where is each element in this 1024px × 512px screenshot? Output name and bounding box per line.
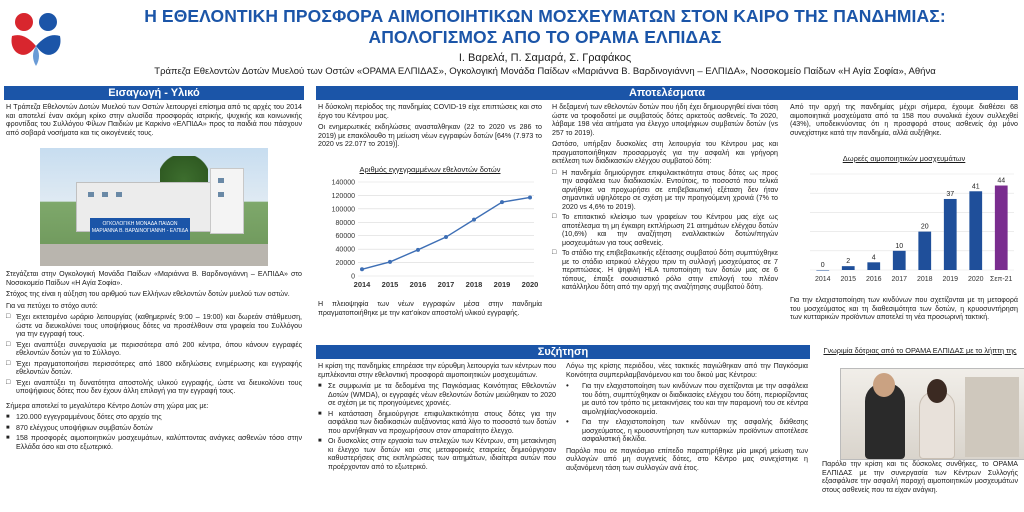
list-item: ■ 870 ελέγχους υποψήφιων συμβατών δοτών: [6, 424, 302, 433]
x-tick-label: 2014: [814, 276, 831, 283]
data-point: [444, 235, 448, 239]
intro-text-3: Στόχος της είναι η αύξηση του αριθμού των Ελλήνων εθελοντών δοτών μυελού των οστών.: [6, 290, 290, 298]
list-item: ■ Σε συμφωνία με τα δεδομένα της Παγκόσμιας Κοινότητας Εθελοντών Δοτών (WMDA), οι εγγραφές νέων εθελοντών δοτών μειώθηκαν το 2020 σε σχέση με τις προηγούμενες χρονιές.: [318, 382, 556, 408]
x-tick-label: 2016: [865, 276, 882, 283]
data-label: 37: [946, 190, 955, 198]
data-label: 44: [997, 177, 1006, 185]
authors: Ι. Βαρελά, Π. Σαμαρά, Σ. Γραφάκος: [458, 52, 632, 64]
bar: [816, 270, 829, 271]
y-tick-label: 120000: [331, 192, 355, 200]
window-shape: [218, 178, 224, 183]
discussion-text-1: Η κρίση της πανδημίας επηρέασε την εύρυθμη λειτουργία των κέντρων που εμπλέκονται στην εθελοντική προσφορά αιμοποιητικών μοσχευμάτων.: [318, 362, 556, 379]
intro-stats-list: [6, 413, 302, 451]
bar: [995, 186, 1008, 270]
results-col-4-bottom: [790, 296, 1018, 325]
window-shape: [116, 192, 122, 197]
x-tick-label: 2019: [493, 280, 511, 289]
intro-paragraph-1: [6, 103, 302, 140]
road-shape: [40, 244, 268, 266]
person-head-shape: [873, 373, 895, 397]
list-item: □ Η πανδημία δημιούργησε επιφυλακτικότητα στους δότες ως προς την ασφάλεια των διαδικασιών. Εντούτοις, το ποσοστό που τελικά αρνήθηκε να προχωρήσει σε επιβεβαιωτική εξέταση δεν ήταν σημαντικά υψηλότερο σε σχέση με την προηγούμενη χρονιά (7% το 2020 vs 4,6% το 2019).: [552, 169, 778, 212]
y-tick-label: 60000: [335, 233, 355, 241]
bar: [867, 262, 880, 270]
building-tower-shape: [210, 168, 244, 234]
data-label: 41: [971, 183, 980, 191]
intro-bullet-list: [6, 313, 302, 396]
intro-text-2: Στεγάζεται στην Ογκολογική Μονάδα Παίδων «Μαριάννα Β. Βαρδινογιάννη – ΕΛΠΙΔΑ» στο Νοσοκομείο Παίδων «Η Αγία Σοφία».: [6, 270, 302, 287]
series-line: [362, 197, 530, 269]
results-col-4-top: [790, 103, 1018, 140]
list-item: □ Το στάδιο της επιβεβαιωτικής εξέτασης συμβατού δότη συμπτύχθηκε με το στάδιο ιατρικού ελέγχου πριν τη συλλογή μοσχεύματος σε 7 περιπτώσεις. Η ψηφιλή HLA τυποποίηση των δοτών μας σε 6 τόπους, έπαιξε σουσιαστικό ρόλο στην επιλογή του πλέον κατάλληλου δότη από την αρχή της αναζήτησης συμβατού δότη.: [552, 249, 778, 292]
discussion-left-list: [318, 382, 556, 471]
data-point: [360, 267, 364, 271]
section-intro-header: Εισαγωγή - Υλικό: [4, 86, 304, 100]
x-tick-label: Σεπ-21: [990, 276, 1013, 283]
data-label: 2: [846, 258, 851, 266]
data-point: [416, 248, 420, 252]
section-discussion-header: Συζήτηση: [316, 345, 810, 359]
x-tick-label: 2015: [840, 276, 857, 283]
list-item: ■ Οι δυσκολίες στην εργασία των στελεχών των Κέντρων, στη μετακίνηση κι έλεγχο των δοτών και στις μεταφορικές εταιρείες δημιούργησαν καθυστερήσεις στις εκπληρώσεις των αιτημάτων, ιδιαίτερα αυτών που προέρχονταν από το εξωτερικό.: [318, 437, 556, 471]
y-tick-label: 80000: [335, 219, 355, 227]
hospital-photo: [40, 148, 268, 266]
results-col-2-top: [318, 103, 542, 152]
list-item: • Για την ελαχιστοποίηση των κινδύνων της ασφαλής διάθεσης μοσχεύματος, η κρυοσυντήρηση των κυτταρικών προϊόντων αποτέλεσε ασφαλιστική δικλίδα.: [566, 418, 808, 444]
col3-text-1: Η δεξαμενή των εθελοντών δοτών που ήδη έχει δημιουργηθεί είναι τόση ώστε να τροφοδοτεί με συμβατούς δότες αρκετούς ασθενείς. Το 2020, λάβαμε 198 νέα αιτήματα για έλεγχο υποψήφιων συμβατών δοτών (vs 257 το 2019).: [552, 103, 778, 137]
data-point: [528, 195, 532, 199]
list-item: □ Έχει αναπτύξει τη δυνατότητα αποστολής υλικού εγγραφής, ώστε να διευκολύνει τους υποψήφιους δότες που δεν έχουν άλλη επιλογή για την εγγραφή τους.: [6, 379, 302, 396]
col2-text-2: Οι ενημερωτικές εκδηλώσεις ανασταλθηκαν (22 το 2020 vs 286 το 2019) με επακόλουθο τη μείωση νέων εγγραφών δοτών [64% (7.973 το 2020 vs 22.077 το 2019)].: [318, 123, 542, 148]
intro-text-5: Σήμερα αποτελεί το μεγαλύτερο Κέντρο Δοτών στη χώρα μας με:: [6, 401, 209, 410]
list-item: □ Έχει εκτεταμένο ωράριο λειτουργίας (καθημερινές 9:00 – 19:00) και δωρεάν στάθμευση, ώστε να διευκολύνει τους υποψήφιους δότες να προσέλθουν στα γραφεία του Συλλόγου για την εγγραφή τους.: [6, 313, 302, 339]
data-label: 4: [871, 254, 876, 262]
hospital-sign: ΟΓΚΟΛΟΓΙΚΗ ΜΟΝΑΔΑ ΠΑΙΔΩΝ ΜΑΡΙΑΝΝΑ Β. ΒΑΡΔΙΝΟΓΙΑΝΝΗ - ΕΛΠΙΔΑ: [90, 218, 190, 240]
bar: [842, 266, 855, 270]
photo-caption: Γνωριμία δότριας από το ΟΡΑΜΑ ΕΛΠΙΔΑΣ με το λήπτη της: [823, 346, 1017, 355]
y-tick-label: 140000: [331, 179, 355, 187]
x-tick-label: 2017: [891, 276, 908, 283]
discussion-text-2: Λόγω της κρίσης περιόδου, νέες τακτικές παγιώθηκαν από την Παγκόσμια Κοινότητα συμπεριλαμβανόμενου και του δικού μας Κέντρου:: [566, 362, 808, 379]
bar: [893, 251, 906, 270]
col4-text-1: Από την αρχή της πανδημίας μέχρι σήμερα, έχουμε διαθέσει 68 αιμοποιητικά μοσχεύματα από τα 158 που συνολικά έχουν συλλεχθεί (43%), υποδεικνύοντας ότι η προσφορά στους ασθενείς όχι μόνο συνεχίστηκε κατά την πανδημία, αλλά αυξήθηκε.: [790, 103, 1018, 137]
title-line-1: Η ΕΘΕΛΟΝΤΙΚΗ ΠΡΟΣΦΟΡΑ ΑΙΜΟΠΟΙΗΤΙΚΩΝ ΜΟΣΧΕΥΜΑΤΩΝ ΣΤΟΝ ΚΑΙΡΟ ΤΗΣ ΠΑΝΔΗΜΙΑΣ:: [144, 6, 946, 26]
window-shape: [102, 192, 108, 197]
data-label: 20: [920, 223, 929, 231]
registered-donors-line-chart: [318, 176, 544, 296]
bar: [969, 191, 982, 270]
col5-text-1: Παρόλο την κρίση και τις δύσκολες συνθήκες, το ΟΡΑΜΑ ΕΛΠΙΔΑΣ με την συνεργασία των Κέντρων Συλλογής εξασφάλισε την ασφαλή παροχή αιμοποιητικών μοσχευμάτων στους ασθενείς που τα είχαν ανάγκη.: [822, 460, 1018, 494]
list-item: □ Έχει πραγματοποιήσει περισσότερες από 1800 εκδηλώσεις ενημέρωσης και εγγραφής εθελοντών δοτών.: [6, 360, 302, 377]
intro-text-4: Για να πετύχει το στόχο αυτό:: [6, 301, 98, 310]
x-tick-label: 2018: [916, 276, 933, 283]
col3-text-2: Ωστόσο, υπήρξαν δυσκολίες στη λειτουργία του Κέντρου μας και πραγματοποιήθηκαν προσαρμογές για την ασφαλή και γρήγορη εκτέλεση των διαδικασιών ελέγχου συμβατού δότη:: [552, 140, 778, 165]
line-chart-title: Αριθμός εγγεγραμμένων εθελοντών δοτών: [359, 165, 501, 174]
data-label: 0: [820, 262, 825, 269]
x-tick-label: 2017: [437, 280, 455, 289]
donor-recipient-photo: [840, 368, 1024, 460]
data-point: [500, 200, 504, 204]
list-item: □ Έχει αναπτύξει συνεργασία με περισσότερα από 200 κέντρα, όπου κάνουν εγγραφές εθελοντών δοτών για το Σύλλογο.: [6, 341, 302, 358]
window-shape: [88, 192, 94, 197]
window-shape: [218, 192, 224, 197]
bar: [918, 232, 931, 270]
results-col-3: [552, 103, 778, 295]
col2-text-1: Η δύσκολη περίοδος της πανδημίας COVID-19 είχε επιπτώσεις και στο έργο του Κέντρου μας.: [318, 103, 542, 120]
list-item: ■ 120.000 εγγεγραμμένους δότες στο αρχείο της: [6, 413, 302, 422]
intro-text-1: Η Τράπεζα Εθελοντών Δοτών Μυελού των Οστών λειτουργεί επίσημα από τις αρχές του 2014 και αποτελεί έναν ακόμη κρίκο στην αλυσίδα προσφοράς ιατρικής, ψυχικής και κοινωνικής φροντίδας του Συλλόγου Φίλων Παιδιών με Καρκίνο «ΕΛΠΙΔΑ» προς τα παιδιά που πάσχουν από σοβαρά νοσήματα και τις οικογένειές τους.: [6, 103, 302, 137]
col4-text-2: Για την ελαχιστοποίηση των κινδύνων που σχετίζονται με τη μεταφορά του μοσχεύματος και τη διαθεσιμότητα των δοτών, η κρυοσυντήρηση των κυτταρικών προϊόντων αποτελεί τη νέα προσωρινή τακτική.: [790, 296, 1018, 321]
affiliation: Τράπεζα Εθελοντών Δοτών Μυελού των Οστών «ΟΡΑΜΑ ΕΛΠΙΔΑΣ», Ογκολογική Μονάδα Παίδων «Μαριάννα Β. Βαρδινογιάννη – ΕΛΠΙΔΑ», Νοσοκομείο Παίδων «Η Αγία Σοφία», Αθήνα: [154, 66, 936, 77]
discussion-right: [566, 362, 808, 475]
x-tick-label: 2020: [967, 276, 984, 283]
results-col-2-bottom: [318, 300, 542, 320]
x-tick-label: 2020: [521, 280, 539, 289]
bar-chart-title: Δωρεές αιμοποιητικών μοσχευμάτων: [842, 154, 966, 163]
x-tick-label: 2018: [465, 280, 483, 289]
x-tick-label: 2019: [942, 276, 959, 283]
poster-title: [70, 6, 1020, 48]
person-head-shape: [927, 379, 947, 403]
x-tick-label: 2015: [381, 280, 399, 289]
data-point: [472, 218, 476, 222]
results-col-5-bottom: [822, 460, 1018, 497]
intro-body: [6, 270, 302, 454]
y-tick-label: 40000: [335, 246, 355, 254]
y-tick-label: 20000: [335, 260, 355, 268]
data-label: 10: [895, 242, 904, 250]
section-results-header: Αποτελέσματα: [316, 86, 1018, 100]
data-point: [388, 260, 392, 264]
shelf-shape: [965, 377, 1019, 457]
donations-bar-chart: [792, 166, 1018, 288]
list-item: □ Το επιτακτικό κλείσιμο των γραφείων του Κέντρου μας είχε ως αποτέλεσμα τη μη έγκαιρη εκπλήρωση 21 αιτημάτων ελέγχου δοτών (10,6%) και την αναζήτηση εναλλακτικών δοτών/πηγών μοσχευμάτων για τους ασθενείς.: [552, 213, 778, 247]
x-tick-label: 2014: [353, 280, 371, 289]
bar: [944, 199, 957, 270]
discussion-left: [318, 362, 556, 474]
discussion-text-3: Παρόλο που σε παγκόσμιο επίπεδο παρατηρήθηκε μία μικρή μείωση των συλλογών από μη συγγενείς δότες, στο Κέντρο μας συνεχίστηκε η αυξανόμενη τάση των συλλογών ανά έτος.: [566, 446, 808, 472]
list-item: ■ Η κατάσταση δημιούργησε επιφυλακτικότητα στους δότες για την ασφάλεια των διαδικασιών αυξάνοντας κατά λίγο το ποσοστό των δοτών που αρνήθηκαν να προχωρήσουν στον απαραίτητο έλεγχο.: [318, 410, 556, 436]
heart-hands-logo-icon: [6, 6, 66, 70]
x-tick-label: 2016: [409, 280, 427, 289]
poster-header: [0, 0, 1024, 84]
y-tick-label: 0: [351, 273, 355, 281]
col2-text-3: Η πλειοψηφία των νέων εγγραφών μέσα στην πανδημία πραγματοποιήθηκε με την κατ'οίκον αποστολή υλικού εγγραφής.: [318, 300, 542, 317]
col3-list: [552, 169, 778, 292]
y-tick-label: 100000: [331, 206, 355, 214]
title-line-2: ΑΠΟΛΟΓΙΣΜΟΣ ΑΠΟ ΤΟ ΟΡΑΜΑ ΕΛΠΙΔΑΣ: [368, 27, 722, 47]
list-item: • Για την ελαχιστοποίηση των κινδύνων που σχετίζονται με την ασφάλεια του δότη, συμπτύχθηκαν οι διαδικασίες ελέγχου του δότη, περιορίζοντας με αυτό τον τρόπο τις μετακινήσεις του και την παραμονή του σε κέντρα αιμοληψίας/νοσοκομεία.: [566, 382, 808, 416]
discussion-right-list: [566, 382, 808, 444]
list-item: ■ 158 προσφορές αιμοποιητικών μοσχευμάτων, καλύπτοντας ανάγκες ασθενών τόσο στην Ελλάδα όσο και στο εξωτερικό.: [6, 434, 302, 451]
